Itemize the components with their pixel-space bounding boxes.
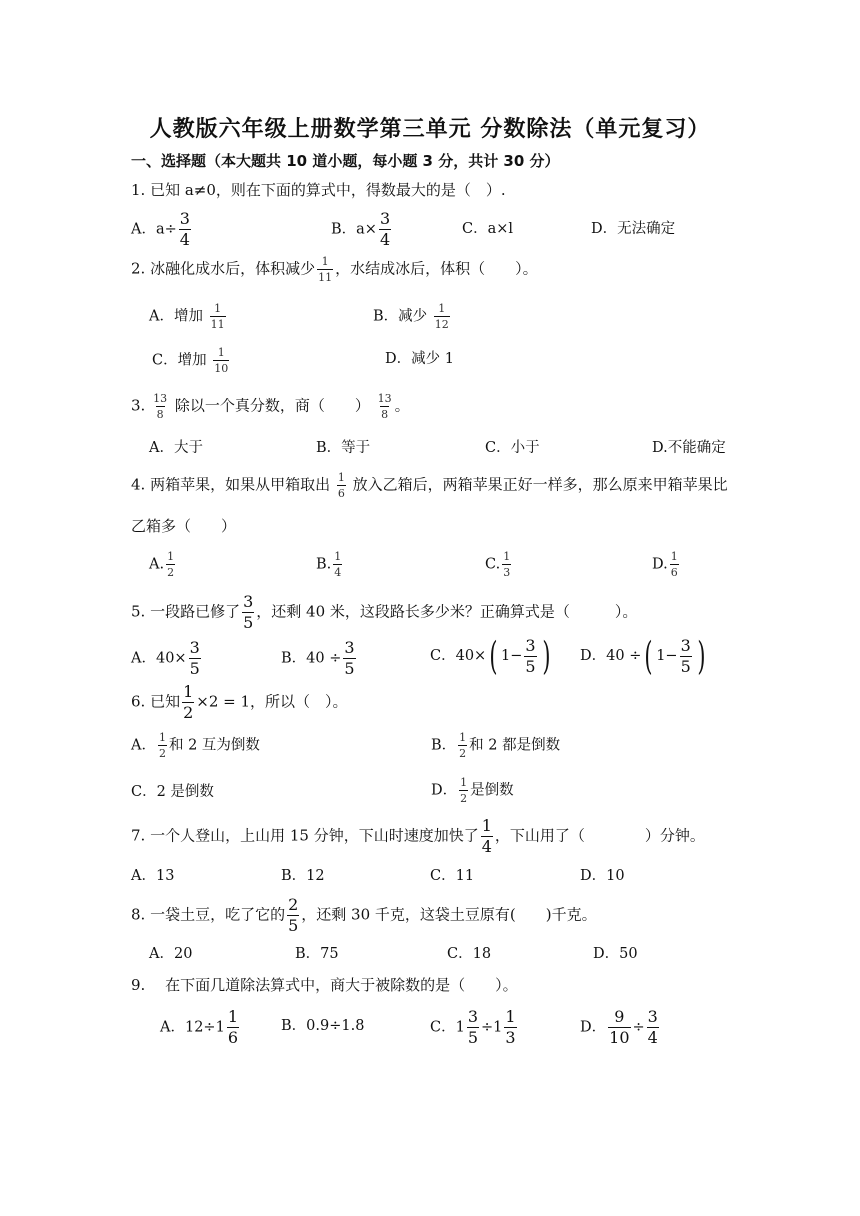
denominator: 5 — [344, 659, 355, 678]
denominator: 12 — [434, 318, 449, 331]
q1-option-d: D．无法确定 — [591, 221, 676, 237]
question-text: ，水结成冰后，体积（ ）。 — [335, 259, 538, 278]
option-expr: 1− — [501, 648, 523, 664]
option-text: 和 2 互为倒数 — [168, 737, 260, 754]
q3-option-a: A．大于 — [149, 440, 203, 456]
numerator: 1 — [481, 816, 492, 835]
fraction — [379, 211, 391, 248]
question-2 — [131, 256, 538, 283]
q6-option-c: C．2 是倒数 — [131, 784, 214, 800]
denominator: 3 — [505, 1028, 516, 1047]
denominator: 11 — [318, 271, 333, 284]
fraction — [189, 640, 201, 677]
q9-option-b: B．0.9÷1.8 — [281, 1018, 365, 1034]
numerator: 3 — [379, 209, 391, 228]
numerator: 1 — [321, 255, 329, 268]
question-text: 除以一个真分数，商（ ） — [174, 396, 370, 415]
option-label: C． — [430, 1019, 456, 1036]
question-text: 3. — [131, 396, 146, 415]
q3-option-d: D.不能确定 — [652, 440, 726, 456]
option-expr: a× — [356, 221, 377, 238]
option-label: C．增加 — [152, 352, 207, 369]
denominator: 4 — [379, 230, 391, 249]
question-text: ，还剩 40 米，这段路长多少米？正确算式是（ ）。 — [256, 602, 638, 621]
q2-option-b — [373, 303, 452, 330]
numerator: 1 — [460, 776, 468, 789]
fraction — [227, 1009, 239, 1046]
q4-option-a — [149, 551, 177, 578]
option-expr: a÷ — [155, 221, 177, 238]
q4-option-c — [485, 551, 513, 578]
q1-option-a — [131, 211, 193, 248]
numerator: 3 — [647, 1007, 658, 1026]
fraction — [179, 211, 191, 248]
option-label: D． — [580, 648, 607, 664]
fraction — [158, 732, 167, 759]
option-label: D. — [652, 556, 668, 573]
numerator: 1 — [670, 550, 678, 563]
q7-option-d: D．10 — [580, 868, 625, 884]
q5-option-a — [131, 640, 203, 677]
fraction — [210, 303, 226, 330]
question-4 — [131, 472, 728, 499]
q6-option-b — [431, 732, 560, 759]
denominator: 2 — [158, 747, 166, 760]
numerator: 1 — [183, 682, 194, 701]
parenthesized-expr: ( 1− $\frac{3}{5}$ ) — [489, 634, 551, 678]
question-text: 7. 一个人登山，上山用 15 分钟，下山时速度加快了 — [131, 826, 479, 845]
option-expr: 40× — [455, 648, 487, 664]
denominator: 2 — [459, 747, 467, 760]
fraction — [670, 551, 679, 578]
section-heading: 一、选择题（本大题共 10 道小题，每小题 3 分，共计 30 分） — [131, 152, 560, 170]
parenthesized-expr: ( 1− $\frac{3}{5}$ ) — [644, 634, 706, 678]
q2-option-a — [149, 303, 228, 330]
q5-option-c — [430, 634, 553, 678]
numerator: 9 — [614, 1007, 625, 1026]
question-text: 8. 一袋土豆，吃了它的 — [131, 905, 286, 924]
numerator: 1 — [167, 550, 175, 563]
denominator: 5 — [467, 1028, 479, 1047]
denominator: 6 — [670, 566, 678, 579]
option-text: 是倒数 — [470, 782, 514, 799]
fraction — [434, 303, 450, 330]
q2-option-c — [152, 347, 231, 374]
denominator: 3 — [503, 566, 511, 579]
numerator: 1 — [158, 731, 166, 744]
denominator: 5 — [680, 656, 691, 676]
fraction — [608, 1009, 630, 1046]
q9-option-a — [160, 1009, 241, 1046]
denominator: 2 — [460, 792, 468, 805]
denominator: 4 — [334, 566, 342, 579]
denominator: 4 — [481, 837, 492, 856]
option-label: A. — [149, 556, 165, 573]
question-text: 放入乙箱后，两箱苹果正好一样多，那么原来甲箱苹果比 — [352, 475, 728, 494]
q1-option-b — [331, 211, 393, 248]
option-label: A．增加 — [149, 308, 203, 325]
option-label: C. — [485, 556, 501, 573]
numerator: 1 — [438, 302, 446, 315]
fraction — [459, 777, 468, 804]
q8-option-c: C．18 — [447, 946, 492, 962]
option-expr: 40× — [155, 650, 187, 667]
q6-option-d — [431, 777, 514, 804]
question-text: 2. 冰融化成水后，体积减少 — [131, 259, 316, 278]
option-expr: 40 ÷ — [306, 650, 342, 667]
denominator: 4 — [179, 230, 190, 249]
fraction — [343, 640, 355, 677]
denominator: 10 — [214, 362, 229, 375]
option-label: C． — [430, 648, 456, 664]
option-expr: 40 ÷ — [606, 648, 642, 664]
numerator: 1 — [503, 550, 511, 563]
fraction — [680, 635, 692, 676]
numerator: 1 — [214, 302, 222, 315]
q6-option-a — [131, 732, 260, 759]
question-8 — [131, 897, 597, 934]
question-4-line2: 乙箱多（ ） — [131, 517, 237, 535]
denominator: 5 — [525, 656, 536, 676]
q8-option-b: B．75 — [295, 946, 339, 962]
denominator: 5 — [243, 613, 254, 632]
numerator: 3 — [243, 592, 254, 611]
denominator: 4 — [647, 1028, 658, 1047]
denominator: 2 — [183, 703, 194, 722]
numerator: 1 — [459, 731, 467, 744]
question-text: 4. 两箱苹果，如果从甲箱取出 — [131, 475, 331, 494]
numerator: 13 — [377, 392, 392, 405]
numerator: 3 — [189, 638, 200, 657]
question-text: 。 — [394, 396, 410, 415]
numerator: 13 — [153, 392, 168, 405]
option-expr: 1− — [656, 648, 678, 664]
fraction — [524, 635, 536, 676]
numerator: 3 — [344, 638, 355, 657]
q5-option-b — [281, 640, 358, 677]
fraction — [337, 472, 346, 499]
numerator: 3 — [680, 635, 691, 655]
option-label: B． — [281, 650, 307, 667]
q7-option-a: A．13 — [131, 868, 175, 884]
q4-option-b — [316, 551, 344, 578]
fraction — [458, 732, 467, 759]
fraction — [377, 393, 393, 420]
numerator: 3 — [467, 1007, 479, 1026]
denominator: 5 — [189, 659, 200, 678]
question-7 — [131, 818, 705, 855]
fraction — [502, 551, 511, 578]
numerator: 2 — [288, 895, 299, 914]
denominator: 8 — [381, 408, 389, 421]
option-label: A． — [131, 221, 156, 238]
option-expr: ÷ — [632, 1019, 645, 1036]
fraction — [647, 1009, 659, 1046]
numerator: 1 — [227, 1007, 238, 1026]
option-expr: 12÷1 — [184, 1019, 225, 1036]
option-label: D． — [580, 1019, 607, 1036]
q2-option-d: D．减少 1 — [385, 351, 454, 367]
denominator: 10 — [609, 1028, 630, 1047]
numerator: 3 — [525, 635, 536, 655]
question-9: 9. 在下面几道除法算式中，商大于被除数的是（ ）。 — [131, 976, 518, 994]
page-title: 人教版六年级上册数学第三单元 分数除法（单元复习） — [149, 116, 711, 142]
fraction — [333, 551, 342, 578]
q8-option-d: D．50 — [593, 946, 638, 962]
option-label: A． — [131, 737, 156, 754]
q1-option-c: C．a×l — [462, 221, 514, 237]
question-text: ，下山用了（ ）分钟。 — [494, 826, 705, 845]
q8-option-a: A．20 — [149, 946, 193, 962]
denominator: 11 — [210, 318, 225, 331]
option-label: B．减少 — [373, 308, 428, 325]
fraction — [242, 594, 254, 631]
q3-option-b: B．等于 — [316, 440, 371, 456]
fraction — [504, 1009, 516, 1046]
question-text: ，还剩 30 千克，这袋土豆原有( )千克。 — [301, 905, 597, 924]
q7-option-b: B．12 — [281, 868, 325, 884]
option-label: A． — [131, 650, 156, 667]
denominator: 8 — [156, 408, 164, 421]
denominator: 6 — [227, 1028, 238, 1047]
numerator: 1 — [217, 346, 225, 359]
q9-option-d — [580, 1009, 661, 1046]
option-label: B． — [331, 221, 357, 238]
numerator: 1 — [505, 1007, 516, 1026]
q4-option-d — [652, 551, 681, 578]
fraction — [481, 818, 493, 855]
option-label: D． — [431, 782, 458, 799]
question-text: 6. 已知 — [131, 692, 181, 711]
q3-option-c: C．小于 — [485, 440, 540, 456]
denominator: 6 — [337, 487, 345, 500]
option-expr: ÷1 — [481, 1019, 503, 1036]
denominator: 5 — [288, 916, 299, 935]
question-text: 5. 一段路已修了 — [131, 602, 241, 621]
option-text: 和 2 都是倒数 — [469, 737, 561, 754]
fraction — [287, 897, 299, 934]
fraction — [467, 1009, 479, 1046]
fraction — [166, 551, 175, 578]
numerator: 1 — [337, 471, 345, 484]
question-3 — [131, 393, 410, 420]
fraction — [182, 684, 194, 721]
numerator: 1 — [334, 550, 342, 563]
whole-part: 1 — [455, 1019, 465, 1036]
fraction — [317, 256, 333, 283]
option-label: A． — [160, 1019, 185, 1036]
question-6 — [131, 684, 348, 721]
numerator: 3 — [179, 209, 190, 228]
question-text: ×2 = 1，所以（ ）。 — [196, 692, 348, 711]
question-1: 1. 已知 a≠0，则在下面的算式中，得数最大的是（ ）. — [131, 181, 506, 199]
denominator: 2 — [167, 566, 175, 579]
q5-option-d — [580, 634, 709, 678]
q7-option-c: C．11 — [430, 868, 475, 884]
question-5 — [131, 594, 637, 631]
fraction — [213, 347, 229, 374]
q9-option-c — [430, 1009, 519, 1046]
fraction — [152, 393, 168, 420]
option-label: B． — [431, 737, 457, 754]
option-label: B. — [316, 556, 332, 573]
